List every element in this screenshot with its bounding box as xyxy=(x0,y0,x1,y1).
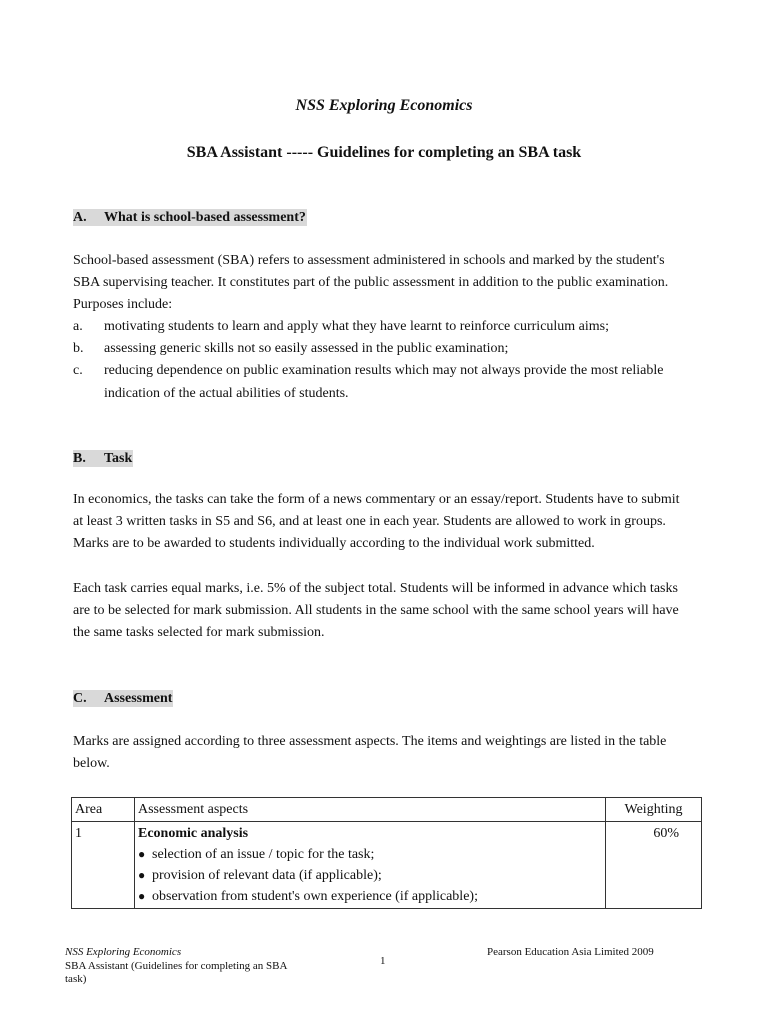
section-c-letter: C. xyxy=(73,691,87,706)
assessment-table xyxy=(71,797,702,909)
page-number: 1 xyxy=(380,955,386,967)
footer-left xyxy=(65,946,305,987)
section-a-letter: A. xyxy=(73,210,87,225)
list-item xyxy=(73,316,693,338)
section-a-title: What is school-based assessment? xyxy=(104,210,306,225)
header-area: Area xyxy=(72,798,135,822)
list-text: reducing dependence on public examination results which may not always provide the most reliable indication of the actual abilities of students. xyxy=(104,363,664,401)
bullet-icon: ● xyxy=(138,868,146,882)
section-c-title: Assessment xyxy=(104,691,173,706)
document-subtitle: SBA Assistant ----- Guidelines for completing an SBA task xyxy=(186,144,582,161)
bullet-icon: ● xyxy=(138,847,146,861)
bullet-icon: ● xyxy=(138,889,146,903)
section-b-heading xyxy=(73,450,133,467)
list-item xyxy=(73,360,693,404)
footer-book-title: NSS Exploring Economics xyxy=(65,946,182,958)
section-b-paragraph-2: Each task carries equal marks, i.e. 5% of the subject total. Students will be informed in advance which tasks are to be selected for mark submission. All students in the same school with the same school years will have the same tasks selected for mark submission. xyxy=(73,581,679,641)
list-text: motivating students to learn and apply what they have learnt to reinforce curriculum aims; xyxy=(104,319,610,334)
list-marker: a. xyxy=(73,319,83,334)
header-aspects: Assessment aspects xyxy=(135,798,606,822)
section-c-heading xyxy=(73,690,173,707)
table-row xyxy=(72,822,702,909)
section-c-intro: Marks are assigned according to three assessment aspects. The items and weightings are listed in the table below. xyxy=(73,734,667,772)
table-header-row xyxy=(72,798,702,822)
bullet-item xyxy=(138,865,602,886)
bullet-text: selection of an issue / topic for the task; xyxy=(152,847,375,862)
area-number: 1 xyxy=(72,822,135,909)
list-marker: c. xyxy=(73,363,83,379)
bullet-item xyxy=(138,886,602,907)
list-text: assessing generic skills not so easily assessed in the public examination; xyxy=(104,341,509,357)
bullet-text: provision of relevant data (if applicable); xyxy=(152,868,382,883)
purposes-list xyxy=(73,316,693,405)
weighting-value: 60% xyxy=(606,822,702,909)
aspect-title: Economic analysis xyxy=(138,826,249,841)
bullet-text: observation from student's own experience (if applicable); xyxy=(152,889,478,904)
document-title: NSS Exploring Economics xyxy=(295,97,473,114)
footer-publisher: Pearson Education Asia Limited 2009 xyxy=(487,946,654,958)
section-b-title: Task xyxy=(104,451,133,466)
section-b-paragraph-1: In economics, the tasks can take the form of a news commentary or an essay/report. Students have to submit at least 3 written tasks in S5 and S6, and at least one in each year. Students are allowed to work in groups. Marks are to be awarded to students individually according to the individual work submitted. xyxy=(73,492,680,552)
section-b-letter: B. xyxy=(73,451,86,466)
bullet-item xyxy=(138,844,602,865)
aspect-cell xyxy=(135,822,606,909)
list-item xyxy=(73,338,693,360)
list-marker: b. xyxy=(73,341,84,357)
header-weighting: Weighting xyxy=(606,798,702,822)
section-a-heading xyxy=(73,209,307,226)
footer-doc-title: SBA Assistant (Guidelines for completing an SBA task) xyxy=(65,959,287,985)
section-a-intro: School-based assessment (SBA) refers to assessment administered in schools and marked by the student's SBA supervising teacher. It constitutes part of the public assessment in addition to the public examination. Purposes include: xyxy=(73,253,669,313)
